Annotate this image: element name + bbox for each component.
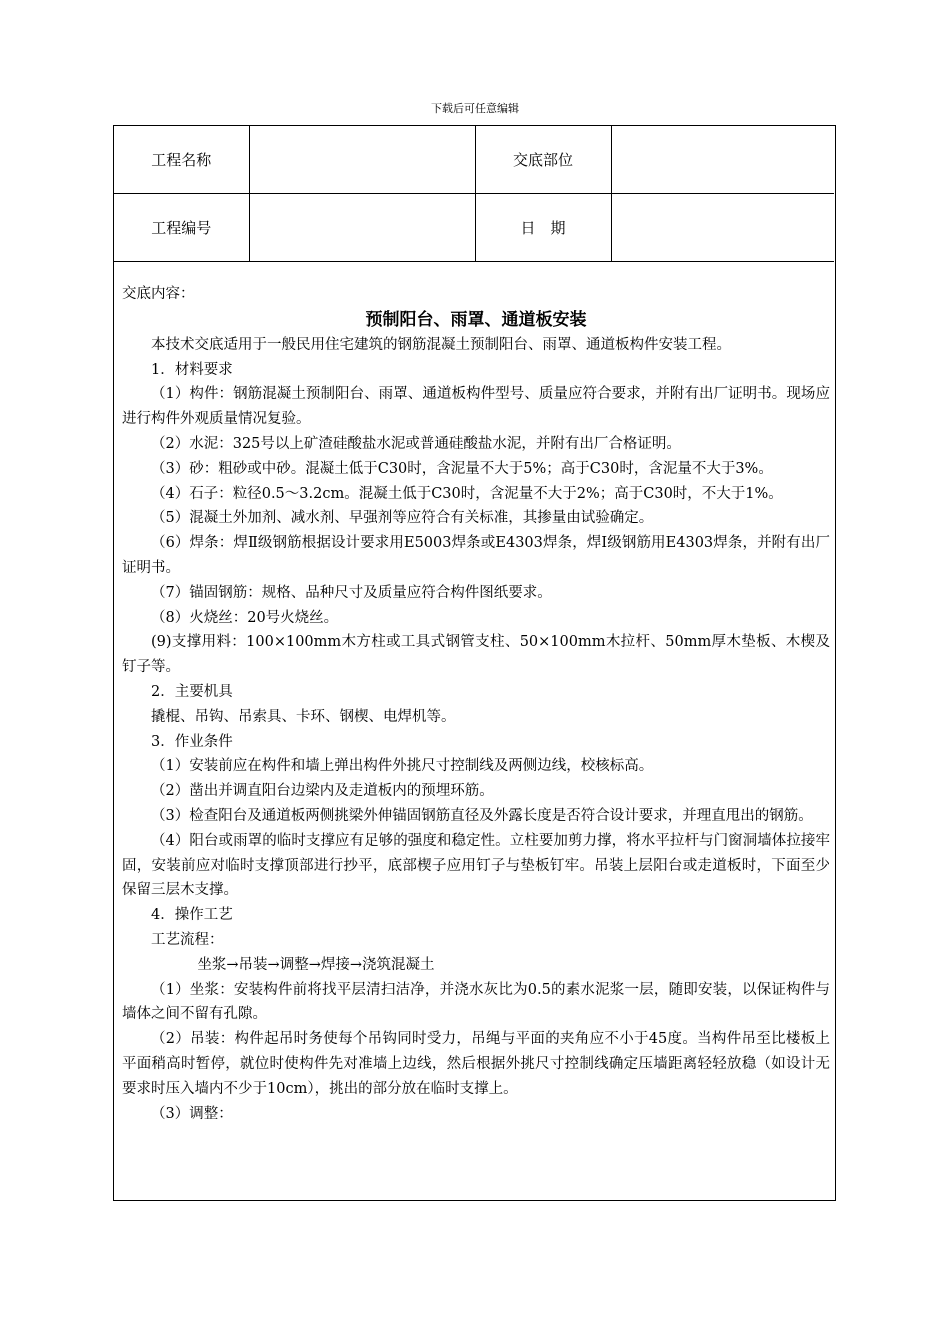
materials-item: （1）构件：钢筋混凝土预制阳台、雨罩、通道板构件型号、质量应符合要求，并附有出厂证明书。现场应进行构件外观质量情况复验。 (122, 386, 830, 428)
document-title: 预制阳台、雨罩、通道板安装 (365, 309, 587, 330)
handover-content (122, 282, 830, 1126)
materials-item: （4）石子：粒径0.5～3.2cm。混凝土低于C30时，含泥量不大于2%；高于C30时，不大于1%。 (151, 485, 783, 502)
date-label: 日 期 (475, 194, 611, 262)
header-note: 下载后可任意编辑 (431, 102, 519, 115)
info-row-2 (114, 194, 834, 262)
process-item: （2）吊装：构件起吊时务使每个吊钩同时受力，吊绳与平面的夹角应不小于45度。当构件吊至比楼板上平面稍高时暂停，就位时使构件先对准墙上边线，然后根据外挑尺寸控制线确定压墙距离轻轻放稳（如设计无要求时压入墙内不少于10cm），挑出的部分放在临时支撑上。 (122, 1031, 830, 1097)
conditions-item: （4）阳台或雨罩的临时支撑应有足够的强度和稳定性。立柱要加剪力撑，将水平拉杆与门窗洞墙体拉接牢固，安装前应对临时支撑顶部进行抄平，底部楔子应用钉子与垫板钉牢。吊装上层阳台或走道板时，下面至少保留三层木支撑。 (122, 832, 830, 899)
handover-part-label: 交底部位 (475, 126, 611, 194)
process-flow-label: 工艺流程： (151, 931, 224, 948)
project-name-field[interactable] (249, 126, 475, 194)
process-item: （1）坐浆：安装构件前将找平层清扫洁净，并浇水灰比为0.5的素水泥浆一层，随即安装，以保证构件与墙体之间不留有孔隙。 (122, 981, 830, 1023)
conditions-item: （3）检查阳台及通道板两侧挑梁外伸锚固钢筋直径及外露长度是否符合设计要求，并理直甩出的钢筋。 (151, 807, 813, 824)
content-label: 交底内容： (122, 286, 195, 302)
date-field[interactable] (611, 194, 834, 262)
process-flow: 坐浆→吊装→调整→焊接→浇筑混凝土 (197, 956, 435, 973)
materials-item: （2）水泥：325号以上矿渣硅酸盐水泥或普通硅酸盐水泥，并附有出厂合格证明。 (151, 435, 681, 452)
project-no-label: 工程编号 (114, 194, 249, 262)
info-table (114, 126, 834, 262)
materials-item: （7）锚固钢筋：规格、品种尺寸及质量应符合构件图纸要求。 (151, 584, 552, 601)
materials-item: （5）混凝土外加剂、减水剂、早强剂等应符合有关标准，其掺量由试验确定。 (151, 510, 654, 527)
materials-item: （3）砂：粗砂或中砂。混凝土低于C30时，含泥量不大于5%；高于C30时，含泥量不大于3%。 (151, 460, 773, 477)
project-no-field[interactable] (249, 194, 475, 262)
handover-sheet (113, 125, 836, 1201)
materials-item: （6）焊条：焊Ⅱ级钢筋根据设计要求用E5003焊条或E4303焊条，焊I级钢筋用E4303焊条，并附有出厂证明书。 (122, 535, 830, 576)
materials-item: (9)支撑用料：100×100mm木方柱或工具式钢管支柱、50×100mm木拉杆、50mm厚木垫板、木楔及钉子等。 (122, 634, 830, 676)
info-row-1 (114, 126, 834, 194)
tools-text: 撬棍、吊钩、吊索具、卡环、钢楔、电焊机等。 (151, 708, 456, 725)
process-item: （3）调整： (151, 1105, 233, 1122)
conditions-item: （2）凿出并调直阳台边梁内及走道板内的预埋环筋。 (151, 783, 494, 800)
handover-part-field[interactable] (611, 126, 834, 194)
section-heading-conditions: 3．作业条件 (151, 733, 233, 750)
section-heading-tools: 2．主要机具 (151, 683, 233, 700)
section-heading-process: 4．操作工艺 (151, 907, 233, 924)
project-name-label: 工程名称 (114, 126, 249, 194)
conditions-item: （1）安装前应在构件和墙上弹出构件外挑尺寸控制线及两侧边线，校核标高。 (151, 758, 654, 775)
intro-paragraph: 本技术交底适用于一般民用住宅建筑的钢筋混凝土预制阳台、雨罩、通道板构件安装工程。 (151, 336, 731, 353)
section-heading-materials: 1．材料要求 (151, 361, 233, 378)
materials-item: （8）火烧丝：20号火烧丝。 (151, 609, 339, 626)
